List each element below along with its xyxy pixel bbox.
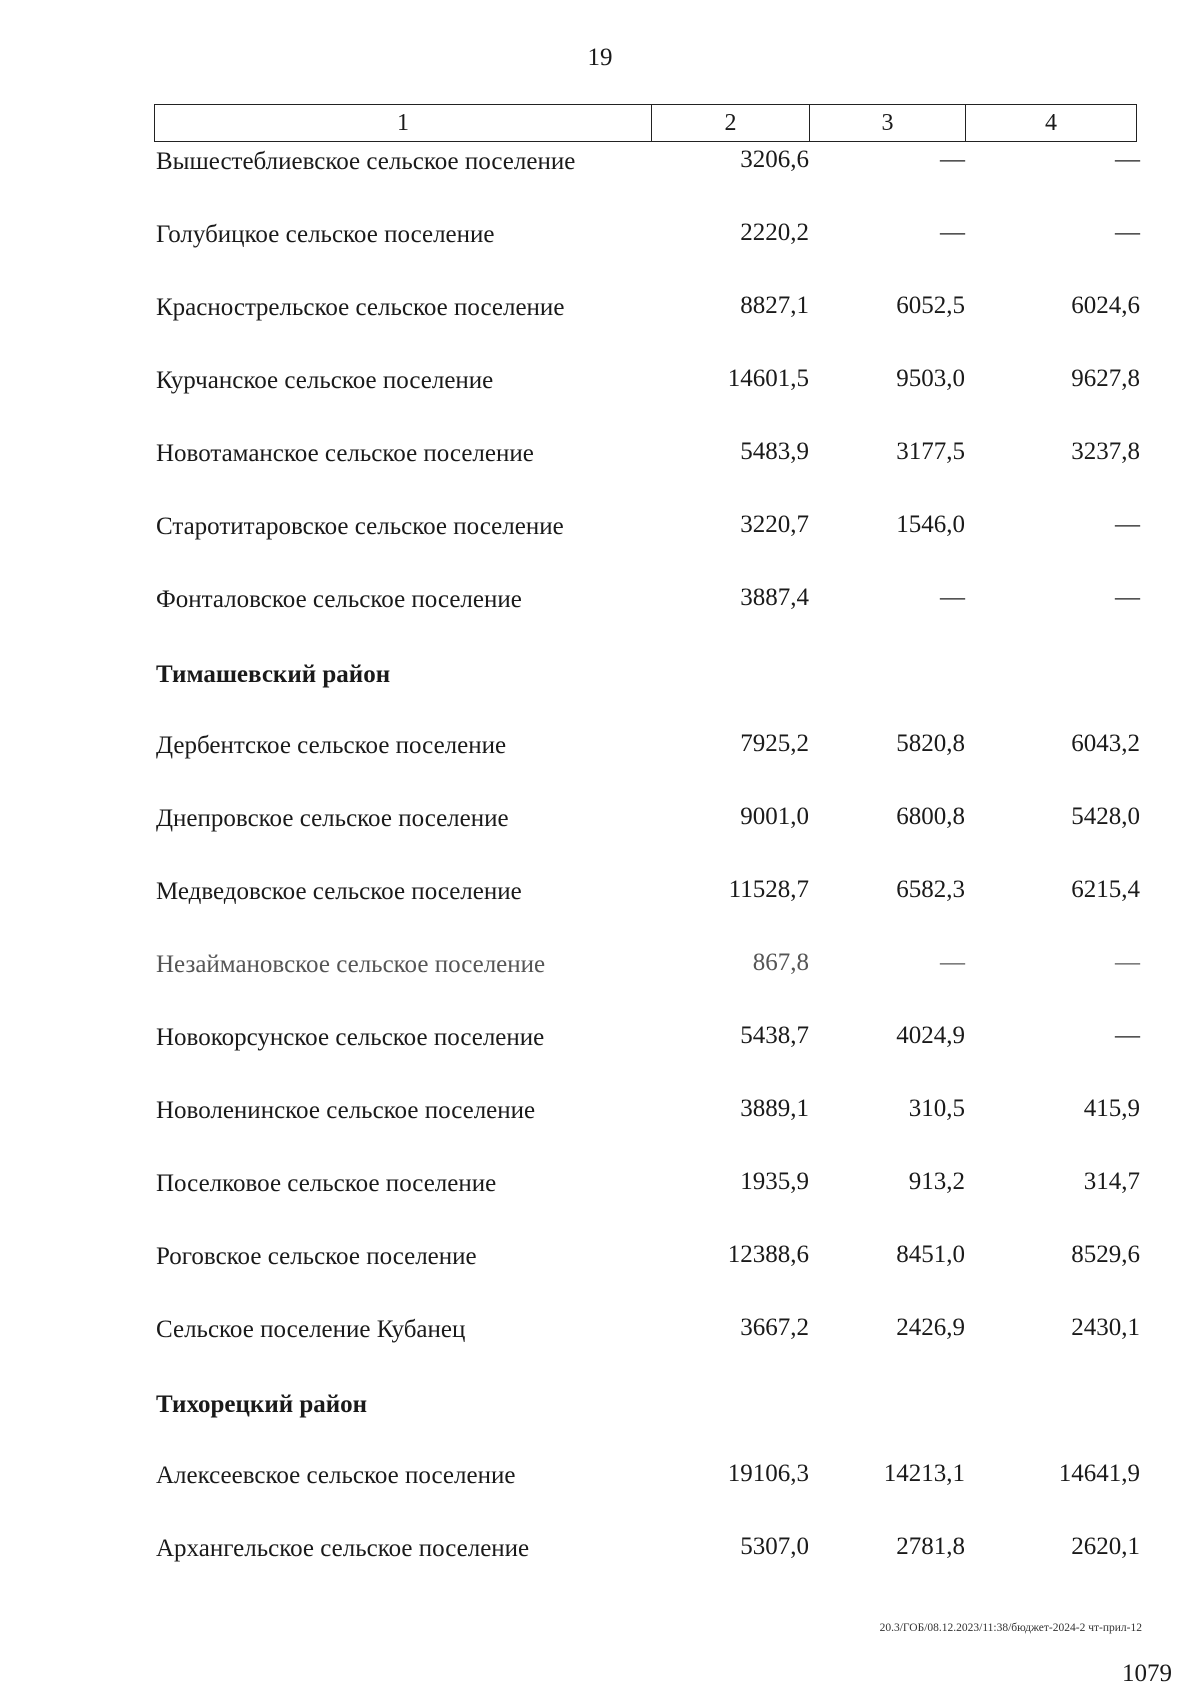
value-column-4: —: [1115, 219, 1140, 246]
value-column-3: 9503,0: [896, 365, 965, 392]
table-row: [154, 1310, 1140, 1383]
settlement-name: Поселковое сельское поселение: [156, 1170, 497, 1197]
value-column-2: 12388,6: [727, 1241, 809, 1268]
table-row: [154, 799, 1140, 872]
value-column-2: 3889,1: [740, 1095, 809, 1122]
value-column-4: 14641,9: [1058, 1460, 1140, 1487]
sheet-number: 1079: [1122, 1660, 1172, 1687]
value-column-4: 6024,6: [1071, 292, 1140, 319]
settlement-name: Днепровское сельское поселение: [156, 805, 509, 832]
settlement-name: Дербентское сельское поселение: [156, 732, 507, 759]
value-column-2: 1935,9: [740, 1168, 809, 1195]
settlement-name: Красностpельское сельское поселение: [156, 294, 565, 321]
settlement-name: Новоленинское сельское поселение: [156, 1097, 536, 1124]
settlement-name: Фонталовское сельское поселение: [156, 586, 522, 613]
value-column-3: 14213,1: [883, 1460, 965, 1487]
settlement-name: Старотитаровское сельское поселение: [156, 513, 564, 540]
table-row: [154, 1529, 1140, 1602]
value-column-3: 6052,5: [896, 292, 965, 319]
district-name: Тимашевский район: [156, 661, 391, 688]
value-column-3: 310,5: [908, 1095, 965, 1122]
column-header-1: 1: [155, 105, 652, 141]
settlement-name: Медведовское сельское поселение: [156, 878, 522, 905]
value-column-4: 314,7: [1083, 1168, 1140, 1195]
value-column-3: —: [940, 219, 965, 246]
value-column-4: —: [1115, 146, 1140, 173]
value-column-2: 11528,7: [728, 876, 809, 903]
table-row: [154, 215, 1140, 288]
table-row: [154, 361, 1140, 434]
table-row: [154, 434, 1140, 507]
value-column-4: —: [1115, 1022, 1140, 1049]
value-column-4: 6043,2: [1071, 730, 1140, 757]
value-column-4: 2620,1: [1071, 1533, 1140, 1560]
value-column-3: 1546,0: [896, 511, 965, 538]
table-row: [154, 1164, 1140, 1237]
value-column-2: 3667,2: [740, 1314, 809, 1341]
value-column-3: —: [940, 584, 965, 611]
value-column-4: 2430,1: [1071, 1314, 1140, 1341]
value-column-2: 867,8: [752, 949, 809, 976]
settlement-name: Новотаманское сельское поселение: [156, 440, 534, 467]
value-column-3: 2781,8: [896, 1533, 965, 1560]
value-column-4: 9627,8: [1071, 365, 1140, 392]
table-row: [154, 726, 1140, 799]
table-row: [154, 1237, 1140, 1310]
value-column-3: 4024,9: [896, 1022, 965, 1049]
value-column-4: 415,9: [1083, 1095, 1140, 1122]
settlement-name: Архангельское сельское поселение: [156, 1535, 530, 1562]
value-column-3: —: [940, 949, 965, 976]
settlement-name: Роговское сельское поселение: [156, 1243, 477, 1270]
table-row: [154, 142, 1140, 215]
table-row: [154, 1091, 1140, 1164]
page-number: 19: [587, 44, 613, 71]
value-column-3: 2426,9: [896, 1314, 965, 1341]
settlement-name: Сельское поселение Кубанец: [156, 1316, 466, 1343]
value-column-2: 3220,7: [740, 511, 809, 538]
table-row: [154, 1018, 1140, 1091]
value-column-2: 2220,2: [740, 219, 809, 246]
value-column-2: 5307,0: [740, 1533, 809, 1560]
column-header-4: 4: [1045, 110, 1057, 136]
value-column-3: 6582,3: [896, 876, 965, 903]
settlement-name: Голубицкое сельское поселение: [156, 221, 495, 248]
value-column-4: 6215,4: [1071, 876, 1140, 903]
table-row: [154, 580, 1140, 653]
settlement-name: Вышестеблиевское сельское поселение: [156, 148, 576, 175]
value-column-2: 7925,2: [740, 730, 809, 757]
value-column-3: 5820,8: [896, 730, 965, 757]
table-row: [154, 1456, 1140, 1529]
value-column-4: —: [1115, 949, 1140, 976]
value-column-4: —: [1115, 584, 1140, 611]
settlement-name: Алексеевское сельское поселение: [156, 1462, 516, 1489]
table-body: [154, 142, 1140, 1602]
value-column-3: 8451,0: [896, 1241, 965, 1268]
value-column-4: 5428,0: [1071, 803, 1140, 830]
value-column-2: 3887,4: [740, 584, 809, 611]
value-column-4: —: [1115, 511, 1140, 538]
settlement-name: Курчанское сельское поселение: [156, 367, 494, 394]
value-column-3: 913,2: [908, 1168, 965, 1195]
value-column-2: 14601,5: [727, 365, 809, 392]
table-row: [154, 288, 1140, 361]
value-column-3: 3177,5: [896, 438, 965, 465]
district-name: Тихорецкий район: [156, 1391, 368, 1418]
value-column-2: 5438,7: [740, 1022, 809, 1049]
section-heading-row: [154, 1383, 1140, 1456]
settlement-name: Незаймановское сельское поселение: [156, 951, 546, 978]
column-header-2: 2: [652, 105, 810, 141]
value-column-2: 3206,6: [740, 146, 809, 173]
value-column-2: 19106,3: [727, 1460, 809, 1487]
column-header-3: 3: [810, 105, 966, 141]
value-column-3: 6800,8: [896, 803, 965, 830]
table-row: [154, 872, 1140, 945]
value-column-2: 9001,0: [740, 803, 809, 830]
table-header: [154, 104, 1137, 142]
value-column-4: 8529,6: [1071, 1241, 1140, 1268]
document-code: 20.3/ГОБ/08.12.2023/11:38/бюджет-2024-2 чт-прил-12: [879, 1622, 1142, 1634]
value-column-2: 8827,1: [740, 292, 809, 319]
value-column-3: —: [940, 146, 965, 173]
settlement-name: Новокорсунское сельское поселение: [156, 1024, 545, 1051]
table-row: [154, 507, 1140, 580]
value-column-2: 5483,9: [740, 438, 809, 465]
section-heading-row: [154, 653, 1140, 726]
table-row: [154, 945, 1140, 1018]
value-column-4: 3237,8: [1071, 438, 1140, 465]
